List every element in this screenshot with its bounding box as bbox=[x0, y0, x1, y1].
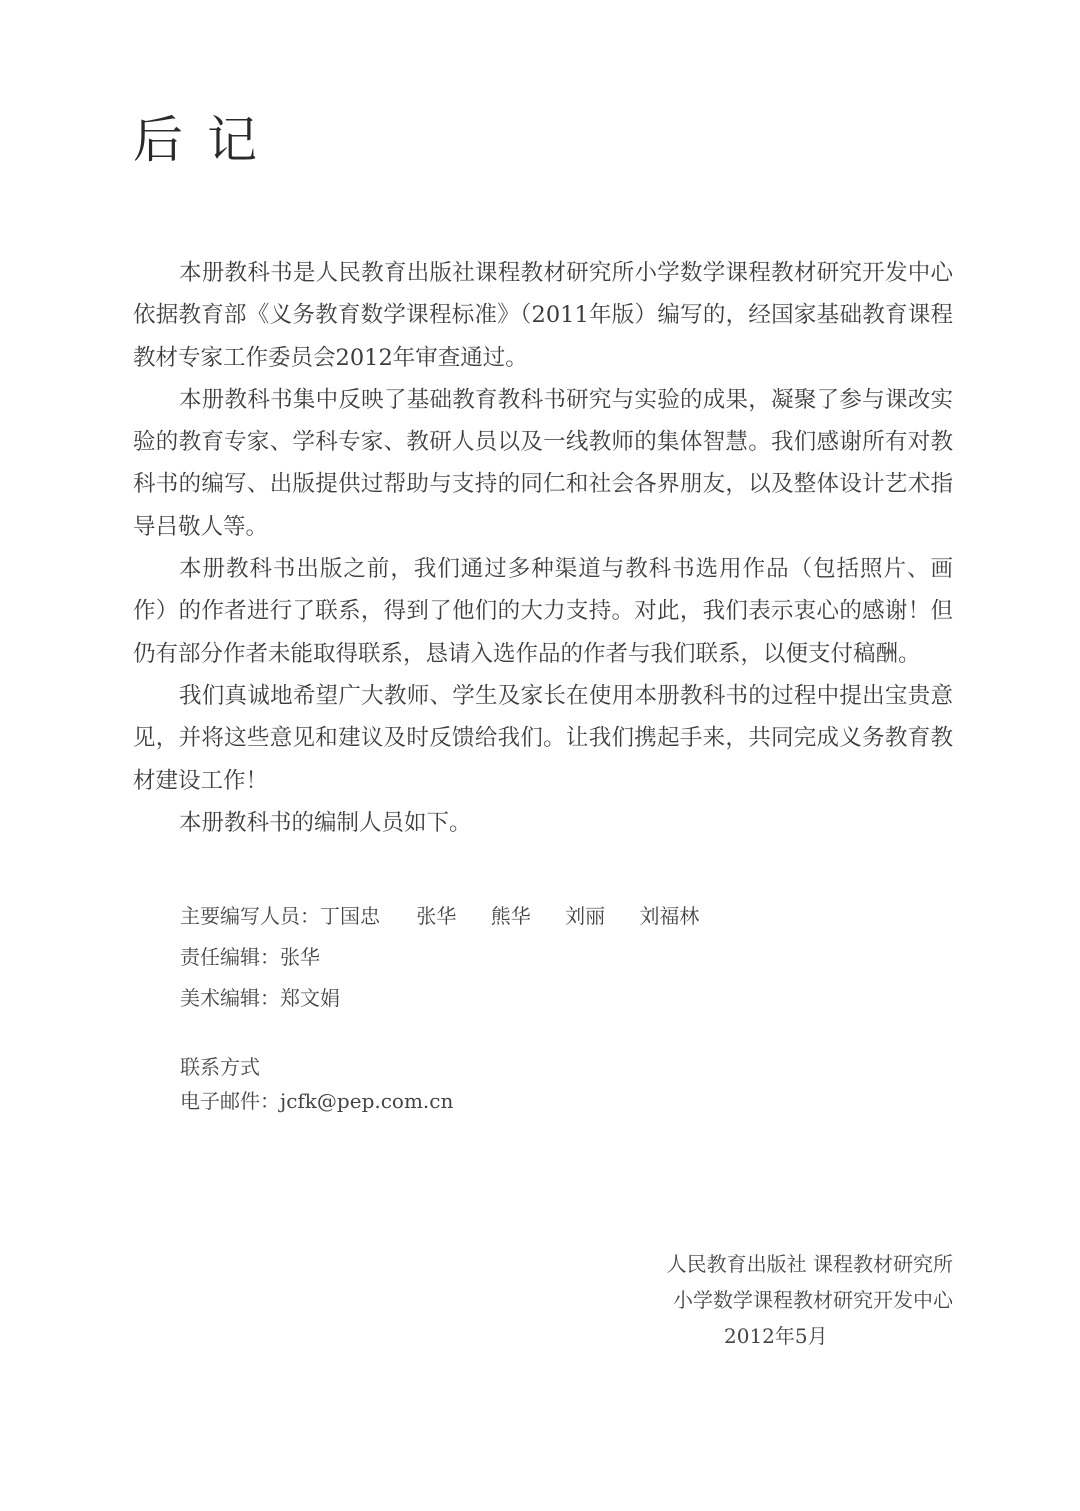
credits bbox=[180, 896, 727, 1019]
art-editor-row bbox=[180, 978, 727, 1019]
signoff-date: 2012年5月 bbox=[724, 1324, 828, 1348]
paragraph: 本册教科书的编制人员如下。 bbox=[179, 809, 472, 836]
signoff bbox=[667, 1246, 953, 1354]
writer-name: 刘福林 bbox=[639, 904, 700, 928]
responsible-editor-label: 责任编辑： bbox=[180, 945, 280, 969]
main-writers-row bbox=[180, 896, 727, 937]
publisher-line: 人民教育出版社 课程教材研究所 bbox=[666, 1252, 953, 1276]
email-label: 电子邮件： bbox=[180, 1089, 280, 1113]
art-editor-name: 郑文娟 bbox=[280, 986, 340, 1010]
writer-name: 刘丽 bbox=[565, 904, 606, 928]
responsible-editor-name: 张华 bbox=[280, 945, 320, 969]
afterword-body bbox=[133, 252, 953, 844]
paragraph: 本册教科书是人民教育出版社课程教材研究所小学数学课程教材研究开发中心依据教育部《义务教育数学课程标准》（2011年版）编写的，经国家基础教育课程教材专家工作委员会2012年审查通过。 bbox=[133, 260, 953, 371]
email-address: jcfk@pep.com.cn bbox=[280, 1089, 454, 1113]
writer-name: 张华 bbox=[416, 904, 457, 928]
center-line: 小学数学课程教材研究开发中心 bbox=[673, 1288, 953, 1312]
paragraph: 我们真诚地希望广大教师、学生及家长在使用本册教科书的过程中提出宝贵意见，并将这些意见和建议及时反馈给我们。让我们携起手来，共同完成义务教育教材建设工作！ bbox=[133, 682, 953, 794]
paragraph: 本册教科书集中反映了基础教育教科书研究与实验的成果，凝聚了参与课改实验的教育专家、学科专家、教研人员以及一线教师的集体智慧。我们感谢所有对教科书的编写、出版提供过帮助与支持的同仁和社会各界朋友，以及整体设计艺术指导吕敬人等。 bbox=[133, 386, 953, 540]
contact-section bbox=[180, 1050, 453, 1118]
writer-name: 熊华 bbox=[490, 904, 531, 928]
page-title: 后记 bbox=[133, 111, 281, 169]
email-row bbox=[180, 1084, 453, 1118]
responsible-editor-row bbox=[180, 937, 727, 978]
main-writers-label: 主要编写人员： bbox=[180, 904, 320, 928]
writer-name: 丁国忠 bbox=[320, 904, 380, 928]
art-editor-label: 美术编辑： bbox=[180, 986, 280, 1010]
paragraph: 本册教科书出版之前，我们通过多种渠道与教科书选用作品（包括照片、画作）的作者进行了联系，得到了他们的大力支持。对此，我们表示衷心的感谢！但仍有部分作者未能取得联系，恳请入选作品的作者与我们联系，以便支付稿酬。 bbox=[133, 556, 953, 667]
contact-heading: 联系方式 bbox=[180, 1055, 260, 1079]
